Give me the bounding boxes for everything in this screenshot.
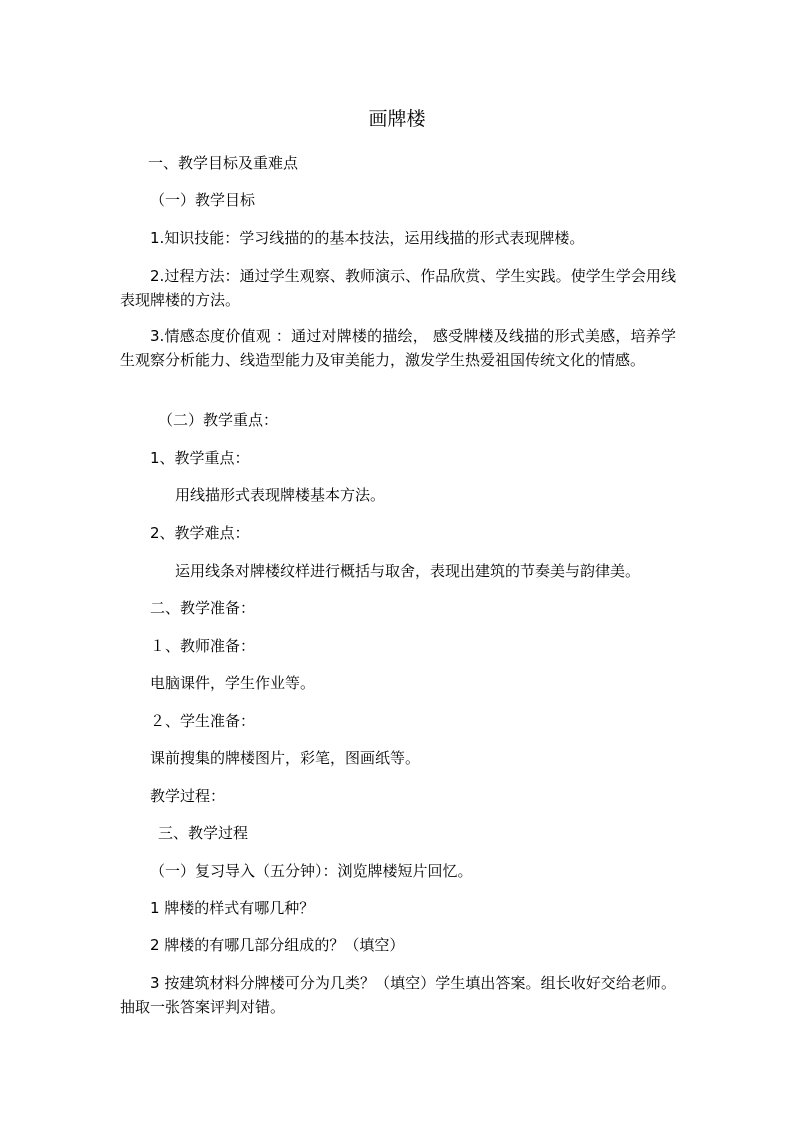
question-3: 3 按建筑材料分牌楼可分为几类？（填空）学生填出答案。组长收好交给老师。 抽取一张答案评判对错。 bbox=[120, 974, 676, 1016]
subheading-teaching-goals: （一）教学目标 bbox=[150, 191, 256, 209]
section-heading-preparation: 二、教学准备： bbox=[150, 599, 256, 617]
teacher-prep-text: 电脑课件，学生作业等。 bbox=[150, 674, 316, 692]
goal-emotion-values: 3.情感态度价值观 ：通过对牌楼的描绘， 感受牌楼及线描的形式美感，培养学生观察分析能力、线造型能力及审美能力，激发学生热爱祖国传统文化的情感。 bbox=[120, 327, 676, 369]
key-point-label: 1、教学重点： bbox=[150, 449, 250, 467]
section-heading-process: 三、教学过程 bbox=[158, 824, 249, 842]
difficulty-text: 运用线条对牌楼纹样进行概括与取舍，表现出建筑的节奏美与韵律美。 bbox=[175, 562, 641, 580]
question-2: 2 牌楼的有哪几部分组成的？（填空） bbox=[150, 936, 405, 954]
student-prep-label: ２、学生准备： bbox=[150, 712, 256, 730]
question-1: 1 牌楼的样式有哪几种？ bbox=[150, 899, 315, 917]
teacher-prep-label: １、教师准备： bbox=[150, 637, 256, 655]
key-point-text: 用线描形式表现牌楼基本方法。 bbox=[175, 486, 386, 504]
process-label: 教学过程： bbox=[150, 787, 226, 805]
difficulty-label: 2、教学难点： bbox=[150, 524, 250, 542]
review-heading: （一）复习导入（五分钟）：浏览牌楼短片回忆。 bbox=[150, 862, 473, 880]
goal-knowledge-skills: 1.知识技能：学习线描的的基本技法，运用线描的形式表现牌楼。 bbox=[150, 229, 585, 247]
goal-process-methods: 2.过程方法：通过学生观察、教师演示、作品欣赏、学生实践。使学生学会用线表现牌楼的方法。 bbox=[120, 267, 676, 309]
document-title: 画牌楼 bbox=[368, 108, 426, 130]
section-heading-objectives: 一、教学目标及重难点 bbox=[148, 154, 299, 172]
student-prep-text: 课前搜集的牌楼图片，彩笔，图画纸等。 bbox=[150, 749, 421, 767]
subheading-key-points: （二）教学重点： bbox=[158, 411, 279, 429]
